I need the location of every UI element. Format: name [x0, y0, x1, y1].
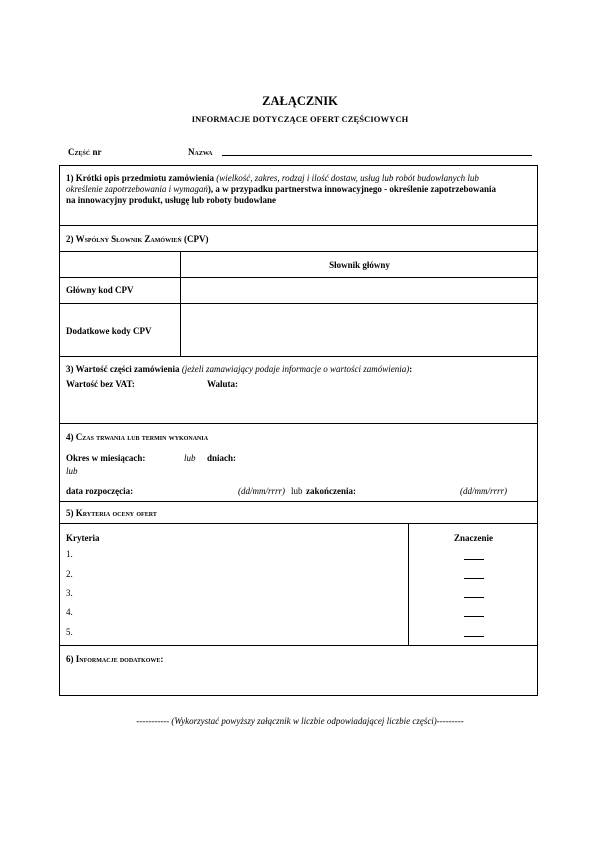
cpv-main-code-field[interactable] — [184, 280, 534, 300]
divider-1 — [60, 225, 537, 226]
criteria-header: Kryteria — [66, 533, 100, 543]
section1-title: 1) Krótki opis przedmiotu zamówienia — [66, 173, 214, 183]
days-label: dniach: — [207, 453, 237, 463]
name-label: Nazwa — [188, 147, 213, 157]
value-without-vat-label: Wartość bez VAT: — [66, 379, 135, 389]
section2-title: 2) Wspólny Słownik Zamówień (CPV) — [66, 234, 209, 244]
section6-title: 6) Informacje dodatkowe: — [66, 654, 164, 664]
date-format-2: (dd/mm/rrrr) — [460, 486, 508, 496]
currency-label: Waluta: — [207, 379, 239, 389]
or-text-3: lub — [291, 486, 303, 496]
start-date-label: data rozpoczęcia: — [66, 486, 134, 496]
weight-blank[interactable] — [464, 578, 484, 579]
or-text-2: lub — [66, 466, 78, 476]
divider-5 — [60, 356, 537, 357]
end-date-label: zakończenia: — [306, 486, 356, 496]
part-label: Część — [68, 147, 91, 157]
section3-title — [66, 364, 532, 375]
section1-after-italic: ), a w przypadku partnerstwa innowacyjnego - określenie zapotrzebowania — [207, 184, 496, 194]
section5-title: 5) Kryteria oceny ofert — [66, 508, 157, 518]
divider-9 — [60, 645, 537, 646]
weight-blank[interactable] — [464, 616, 484, 617]
weight-blank[interactable] — [464, 597, 484, 598]
criteria-item: 2. — [66, 569, 73, 579]
divider-2 — [60, 251, 537, 252]
date-format-1: (dd/mm/rrrr) — [238, 486, 286, 496]
form-table — [59, 165, 538, 696]
cpv-extra-codes-label: Dodatkowe kody CPV — [66, 326, 152, 336]
divider-6 — [60, 423, 537, 424]
section3-title-bold: 3) Wartość części zamówienia — [66, 364, 180, 374]
name-input-line[interactable] — [222, 155, 532, 156]
section1-italic-b: określenie zapotrzebowania i wymagań — [66, 184, 208, 194]
section1-italic-a: (wielkość, zakres, rodzaj i ilość dostaw, usług lub robót budowlanych lub — [216, 173, 479, 183]
divider-3 — [60, 277, 537, 278]
section4-title: 4) Czas trwania lub termin wykonania — [66, 432, 209, 442]
months-label: Okres w miesiącach: — [66, 453, 146, 463]
section1-line3: na innowacyjny produkt, usługę lub roboty budowlane — [66, 195, 276, 205]
divider-8 — [60, 523, 537, 524]
divider-7 — [60, 501, 537, 502]
page-title: ZAŁĄCZNIK — [262, 94, 338, 108]
part-nr-label: nr — [92, 147, 102, 157]
section3-title-italic: (jeżeli zamawiający podaje informacje o wartości zamówienia) — [181, 364, 410, 374]
criteria-item: 5. — [66, 627, 73, 637]
part-number-label — [68, 147, 101, 157]
weight-header: Znaczenie — [454, 533, 493, 543]
page-subtitle: INFORMACJE DOTYCZĄCE OFERT CZĘŚCIOWYCH — [191, 114, 409, 124]
cpv-extra-codes-field[interactable] — [184, 307, 534, 353]
cpv-main-dictionary-header: Słownik główny — [329, 260, 390, 270]
criteria-item: 3. — [66, 588, 73, 598]
footer-note: ----------- (Wykorzystać powyższy załącznik w liczbie odpowiadającej liczbie części)--------- — [136, 716, 464, 726]
section1-description — [66, 173, 532, 206]
weight-blank[interactable] — [464, 559, 484, 560]
criteria-item: 4. — [66, 607, 73, 617]
cpv-main-code-label: Główny kod CPV — [66, 285, 134, 295]
or-text-1: lub — [184, 453, 196, 463]
section3-title-end: : — [409, 364, 413, 374]
divider-4 — [60, 303, 537, 304]
weight-blank[interactable] — [464, 636, 484, 637]
criteria-item: 1. — [66, 549, 73, 559]
